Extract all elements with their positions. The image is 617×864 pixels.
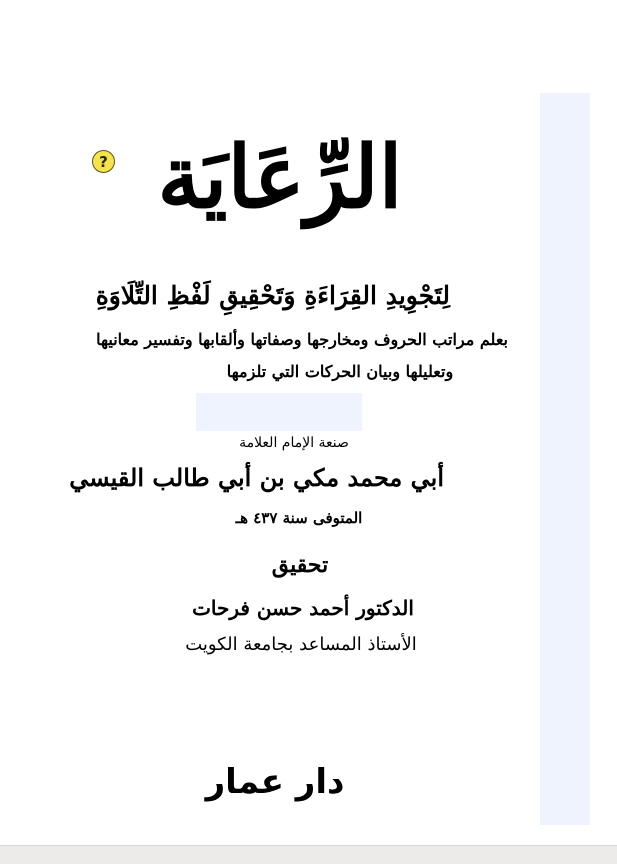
author-name: أبي محمد مكي بن أبي طالب القيسي [69,463,444,492]
help-icon[interactable]: ? [92,150,115,173]
book-title: الرِّعَايَة [157,127,403,228]
description-line-1: بعلم مراتب الحروف ومخارجها وصفاتها وألقابها وتفسير معانيها [96,330,508,349]
book-subtitle: لِتَجْوِيدِ القِرَاءَةِ وَتَحْقِيقِ لَفْظِ التِّلَاوَةِ [95,281,450,310]
tahqiq-label: تحقيق [271,552,329,578]
description-line-2: وتعليلها وبيان الحركات التي تلزمها [226,362,454,381]
death-date: المتوفى سنة ٤٣٧ هـ [235,509,363,527]
bottom-scrollbar[interactable] [0,845,617,864]
editor-title: الأستاذ المساعد بجامعة الكويت [185,634,417,655]
composed-by-label: صنعة الإمام العلامة [239,435,349,451]
blank-placeholder-box [196,393,362,431]
publisher-name: دار عمار [205,762,345,802]
side-panel [540,93,590,825]
editor-name: الدكتور أحمد حسن فرحات [192,596,414,620]
